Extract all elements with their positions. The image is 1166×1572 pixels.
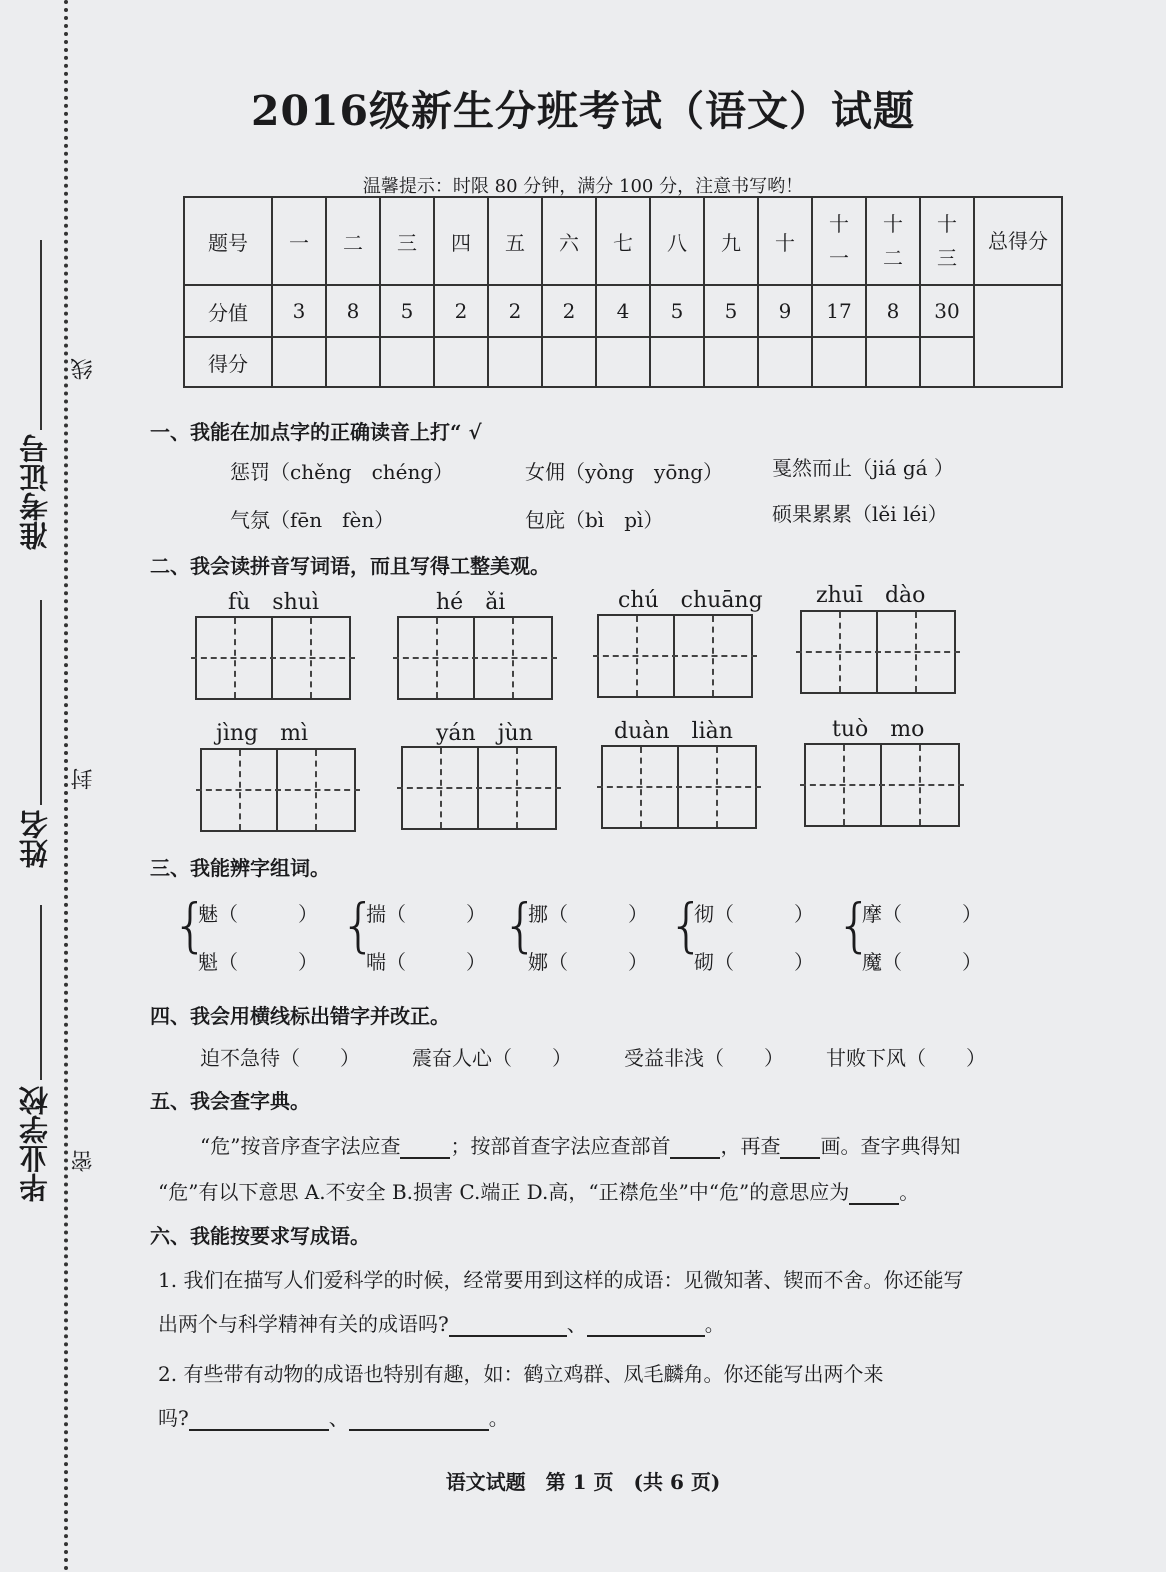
word-pair-bottom[interactable]: 魁（ ）	[198, 950, 318, 974]
score-value: 3	[272, 285, 326, 337]
writing-grid[interactable]	[200, 748, 356, 832]
idiom-q1-text: 出两个与科学精神有关的成语吗?	[158, 1312, 449, 1336]
mark-mi: 密	[71, 1150, 96, 1172]
page-footer: 语文试题 第 1 页 (共 6 页)	[445, 1470, 721, 1494]
earned-cell[interactable]	[434, 337, 488, 387]
section-1-title: 一、我能在加点字的正确读音上打“ √	[150, 420, 482, 444]
separator: 、	[566, 1312, 587, 1336]
pinyin-label: chú chuāng	[618, 588, 763, 613]
score-value: 5	[704, 285, 758, 337]
brace-icon: {	[502, 891, 539, 959]
earned-cell[interactable]	[272, 337, 326, 387]
total-header-text: 总得分	[988, 229, 1048, 253]
idiom-q2-text: 吗?	[158, 1406, 189, 1430]
col-header-text: 十三	[937, 212, 957, 270]
dictionary-line-2	[158, 1176, 919, 1205]
school-underline	[40, 905, 42, 1080]
row-label-value: 分值	[184, 285, 272, 337]
col-header: 四	[434, 197, 488, 285]
mark-xian: 线	[71, 358, 96, 380]
period: 。	[704, 1312, 725, 1336]
score-value: 9	[758, 285, 812, 337]
score-value: 17	[812, 285, 866, 337]
word-pair-bottom[interactable]: 喘（ ）	[366, 950, 486, 974]
earned-cell[interactable]	[542, 337, 596, 387]
score-value: 4	[596, 285, 650, 337]
name-label: 姓名	[18, 810, 52, 868]
word-pair-top[interactable]: 挪（ ）	[528, 902, 648, 926]
blank-meaning[interactable]	[849, 1183, 899, 1205]
earned-cell[interactable]	[920, 337, 974, 387]
word-pair-bottom[interactable]: 娜（ ）	[528, 950, 648, 974]
idiom-blank[interactable]	[189, 1409, 329, 1431]
idiom-q2-line-2	[158, 1402, 509, 1431]
brace-icon: {	[172, 891, 209, 959]
mark-feng: 封	[71, 768, 96, 790]
idiom-blank[interactable]	[449, 1315, 567, 1337]
row-label-number: 题号	[184, 197, 272, 285]
col-header: 十	[758, 197, 812, 285]
score-value: 30	[920, 285, 974, 337]
writing-grid[interactable]	[601, 745, 757, 829]
col-header	[920, 197, 974, 285]
col-header: 二	[326, 197, 380, 285]
earned-cell[interactable]	[488, 337, 542, 387]
blank-radical[interactable]	[670, 1137, 720, 1159]
id-label: 准考证号	[18, 434, 52, 550]
typo-item[interactable]: 震奋人心（ ）	[412, 1046, 572, 1070]
id-underline	[40, 240, 42, 430]
col-header	[866, 197, 920, 285]
idiom-q2-line-1: 2. 有些带有动物的成语也特别有趣，如：鹤立鸡群、凤毛麟角。你还能写出两个来	[158, 1362, 884, 1386]
section-5-title: 五、我会查字典。	[150, 1089, 310, 1113]
total-header	[974, 197, 1062, 285]
writing-grid[interactable]	[800, 610, 956, 694]
section-3-title: 三、我能辨字组词。	[150, 856, 330, 880]
word-pair-top[interactable]: 魅（ ）	[198, 902, 318, 926]
col-header	[812, 197, 866, 285]
score-table	[183, 196, 1063, 388]
idiom-q1-line-2	[158, 1308, 725, 1337]
earned-cell[interactable]	[380, 337, 434, 387]
dict-text-c: ，再查	[720, 1134, 781, 1158]
writing-grid[interactable]	[195, 616, 351, 700]
earned-cell[interactable]	[650, 337, 704, 387]
reading-item[interactable]: 惩罚（chěng chéng）	[230, 460, 454, 484]
pinyin-label: jìng mì	[216, 721, 309, 746]
col-header: 三	[380, 197, 434, 285]
brace-icon: {	[668, 891, 705, 959]
word-pair-top[interactable]: 揣（ ）	[366, 902, 486, 926]
name-underline	[40, 600, 42, 805]
section-6-title: 六、我能按要求写成语。	[150, 1224, 370, 1248]
word-pair-bottom[interactable]: 砌（ ）	[694, 950, 814, 974]
typo-item[interactable]: 甘败下风（ ）	[826, 1046, 986, 1070]
separator: 、	[328, 1406, 349, 1430]
earned-cell[interactable]	[758, 337, 812, 387]
dict-text-a: “危”按音序查字法应查	[200, 1134, 401, 1158]
earned-cell[interactable]	[704, 337, 758, 387]
typo-item[interactable]: 受益非浅（ ）	[624, 1046, 784, 1070]
pinyin-label: fù shuì	[228, 590, 319, 615]
earned-cell[interactable]	[812, 337, 866, 387]
pinyin-label: yán jùn	[436, 721, 533, 746]
reading-item[interactable]: 女佣（yòng yōng）	[525, 460, 724, 484]
word-pair-bottom[interactable]: 魔（ ）	[862, 950, 982, 974]
dict-text-b: ；按部首查字法应查部首	[450, 1134, 671, 1158]
idiom-q1-line-1: 1. 我们在描写人们爱科学的时候，经常要用到这样的成语：见微知著、锲而不舍。你还能写	[158, 1268, 964, 1292]
dict-text-d: 画。查字典得知	[820, 1134, 961, 1158]
col-header: 五	[488, 197, 542, 285]
col-header: 九	[704, 197, 758, 285]
brace-icon: {	[836, 891, 873, 959]
writing-grid[interactable]	[397, 616, 553, 700]
section-2-title: 二、我会读拼音写词语，而且写得工整美观。	[150, 554, 550, 578]
col-header: 六	[542, 197, 596, 285]
col-header: 七	[596, 197, 650, 285]
dictionary-line-1	[200, 1130, 960, 1159]
word-pair-top[interactable]: 摩（ ）	[862, 902, 982, 926]
score-value: 2	[434, 285, 488, 337]
earned-cell[interactable]	[596, 337, 650, 387]
pinyin-label: tuò mo	[832, 717, 925, 742]
school-label: 毕业学校	[18, 1086, 52, 1202]
page-title: 2016级新生分班考试（语文）试题	[250, 87, 916, 135]
brace-icon: {	[340, 891, 377, 959]
col-header-text: 十一	[829, 212, 849, 270]
score-value: 2	[542, 285, 596, 337]
typo-item[interactable]: 迫不急待（ ）	[200, 1046, 360, 1070]
score-value: 5	[380, 285, 434, 337]
dict-text-f: 。	[899, 1180, 920, 1204]
score-value: 8	[866, 285, 920, 337]
tip-text: 温馨提示：时限 80 分钟，满分 100 分，注意书写哟！	[362, 176, 804, 197]
writing-grid[interactable]	[804, 743, 960, 827]
blank-phonetic[interactable]	[400, 1137, 450, 1159]
idiom-blank[interactable]	[587, 1315, 705, 1337]
writing-grid[interactable]	[597, 614, 753, 698]
row-label-earned: 得分	[184, 337, 272, 387]
dict-text-e: “危”有以下意思 A.不安全 B.损害 C.端正 D.高，“正襟危坐”中“危”的意思应为	[158, 1180, 850, 1204]
writing-grid[interactable]	[401, 746, 557, 830]
idiom-blank[interactable]	[349, 1409, 489, 1431]
score-value: 2	[488, 285, 542, 337]
earned-cell[interactable]	[326, 337, 380, 387]
col-header: 八	[650, 197, 704, 285]
section-4-title: 四、我会用横线标出错字并改正。	[150, 1004, 450, 1028]
score-value: 8	[326, 285, 380, 337]
period: 。	[488, 1406, 509, 1430]
reading-item[interactable]: 气氛（fēn fèn）	[230, 508, 395, 532]
blank-strokes[interactable]	[780, 1137, 820, 1159]
reading-item[interactable]: 戛然而止（jiá gá ）	[772, 456, 954, 480]
col-header-text: 十二	[883, 212, 903, 270]
reading-item[interactable]: 硕果累累（lěi léi）	[772, 502, 948, 526]
reading-item[interactable]: 包庇（bì pì）	[525, 508, 664, 532]
total-score-cell[interactable]	[974, 285, 1062, 387]
word-pair-top[interactable]: 彻（ ）	[694, 902, 814, 926]
earned-cell[interactable]	[866, 337, 920, 387]
pinyin-label: duàn liàn	[614, 719, 733, 744]
col-header: 一	[272, 197, 326, 285]
score-value: 5	[650, 285, 704, 337]
pinyin-label: zhuī dào	[816, 583, 926, 608]
pinyin-label: hé ǎi	[436, 590, 506, 615]
